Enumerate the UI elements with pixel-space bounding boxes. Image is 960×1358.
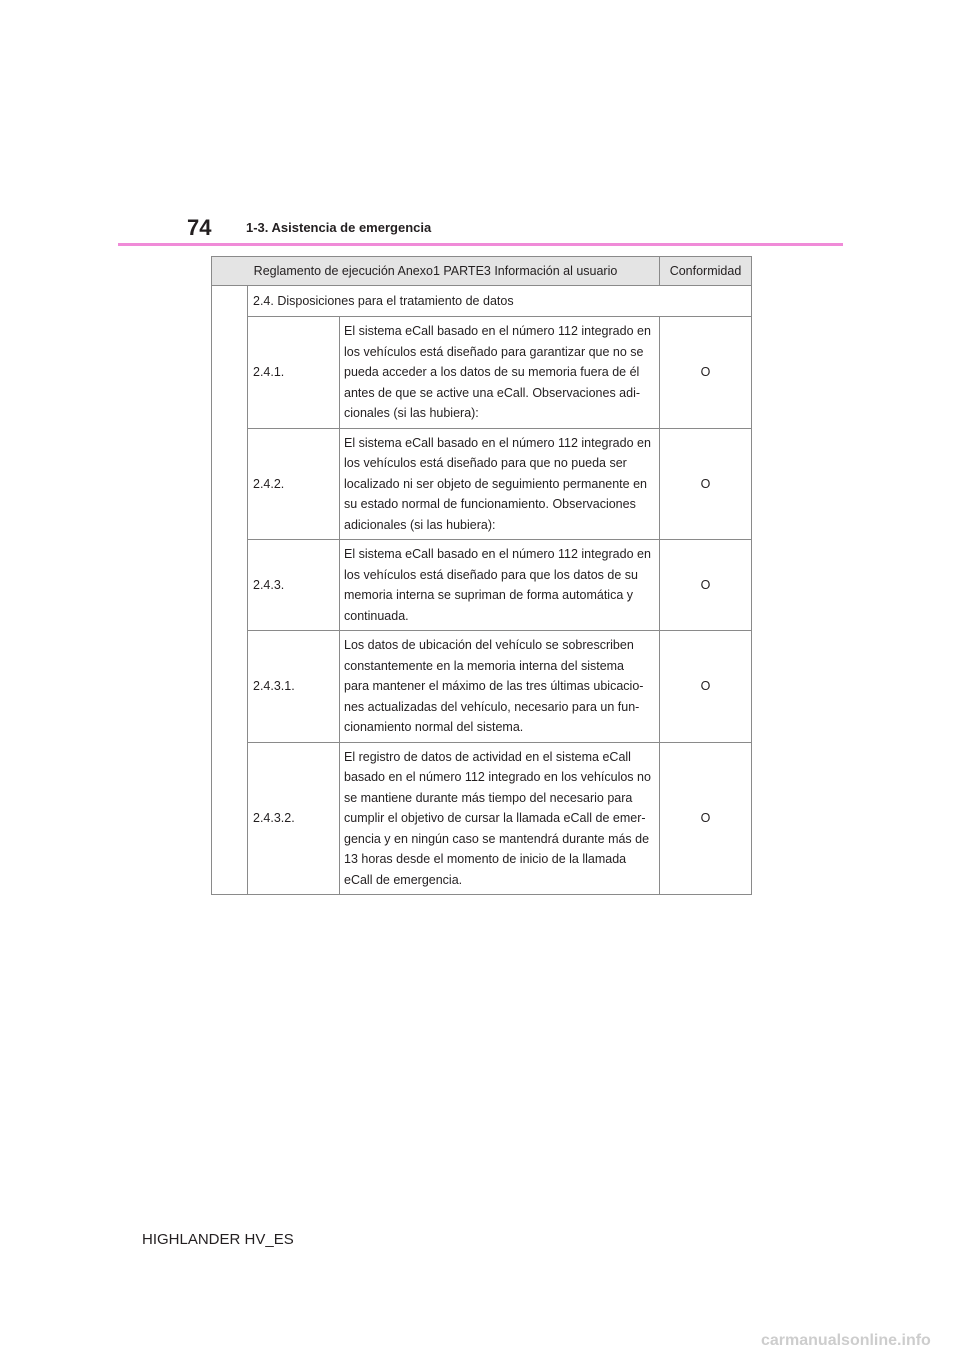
table-row xyxy=(212,540,752,631)
section-title: 1-3. Asistencia de emergencia xyxy=(246,220,432,235)
description-line: los vehículos está diseñado para que no pueda ser xyxy=(344,456,627,470)
row-number: 2.4.3.2. xyxy=(248,742,340,895)
column-header-regulation: Reglamento de ejecución Anexo1 PARTE3 Información al usuario xyxy=(212,257,660,286)
description-line: para mantener el máximo de las tres últimas ubicacio- xyxy=(344,679,644,693)
table-row xyxy=(212,631,752,743)
table-row xyxy=(212,428,752,540)
description-line: pueda acceder a los datos de su memoria fuera de él xyxy=(344,365,640,379)
row-description xyxy=(340,540,660,631)
row-number: 2.4.3.1. xyxy=(248,631,340,743)
group-title: 2.4. Disposiciones para el tratamiento de datos xyxy=(248,286,752,317)
page-number: 74 xyxy=(187,215,212,240)
description-line: 13 horas desde el momento de inicio de la llamada xyxy=(344,852,627,866)
description-line: eCall de emergencia. xyxy=(344,872,463,887)
conformity-table xyxy=(211,256,752,895)
description-line: Los datos de ubicación del vehículo se sobrescriben xyxy=(344,638,634,652)
row-number: 2.4.1. xyxy=(248,317,340,429)
description-line: El registro de datos de actividad en el sistema eCall xyxy=(344,749,631,764)
row-conformity: O xyxy=(660,428,752,540)
description-line: constantemente en la memoria interna del sistema xyxy=(344,658,625,673)
row-description xyxy=(340,742,660,895)
watermark: carmanualsonline.info xyxy=(761,1332,931,1349)
row-number: 2.4.3. xyxy=(248,540,340,631)
description-line: los vehículos está diseñado para garantizar que no se xyxy=(344,344,644,359)
header-divider xyxy=(118,243,843,246)
description-line: localizado ni ser objeto de seguimiento permanente en xyxy=(344,476,647,491)
row-description xyxy=(340,631,660,743)
description-line: basado en el número 112 integrado en los vehículos no xyxy=(344,770,651,784)
row-conformity: O xyxy=(660,742,752,895)
description-line: El sistema eCall basado en el número 112 integrado en xyxy=(344,435,651,450)
description-line: continuada. xyxy=(344,608,409,623)
description-line: cionamiento normal del sistema. xyxy=(344,720,524,734)
description-line: cionales (si las hubiera): xyxy=(344,406,479,420)
group-row xyxy=(212,286,752,317)
row-description xyxy=(340,428,660,540)
row-description xyxy=(340,317,660,429)
description-line: se mantiene durante más tiempo del necesario para xyxy=(344,790,633,805)
row-conformity: O xyxy=(660,631,752,743)
description-line: nes actualizadas del vehículo, necesario para un fun- xyxy=(344,699,640,714)
row-conformity: O xyxy=(660,540,752,631)
description-line: El sistema eCall basado en el número 112 integrado en xyxy=(344,324,651,338)
table-row xyxy=(212,317,752,429)
row-conformity: O xyxy=(660,317,752,429)
description-line: su estado normal de funcionamiento. Observaciones xyxy=(344,497,636,511)
description-line: cumplir el objetivo de cursar la llamada eCall de emer- xyxy=(344,811,646,825)
description-line: memoria interna se supriman de forma automática y xyxy=(344,588,634,602)
description-line: adicionales (si las hubiera): xyxy=(344,517,496,532)
description-line: El sistema eCall basado en el número 112 integrado en xyxy=(344,547,651,561)
footer-model-name: HIGHLANDER HV_ES xyxy=(142,1231,294,1248)
table-row xyxy=(212,742,752,895)
description-line: los vehículos está diseñado para que los datos de su xyxy=(344,567,638,582)
column-header-conformity: Conformidad xyxy=(660,257,752,286)
row-number: 2.4.2. xyxy=(248,428,340,540)
table-header-row xyxy=(212,257,752,286)
description-line: gencia y en ningún caso se mantendrá durante más de xyxy=(344,831,650,846)
description-line: antes de que se active una eCall. Observaciones adi- xyxy=(344,385,641,400)
indent-cell xyxy=(212,286,248,895)
